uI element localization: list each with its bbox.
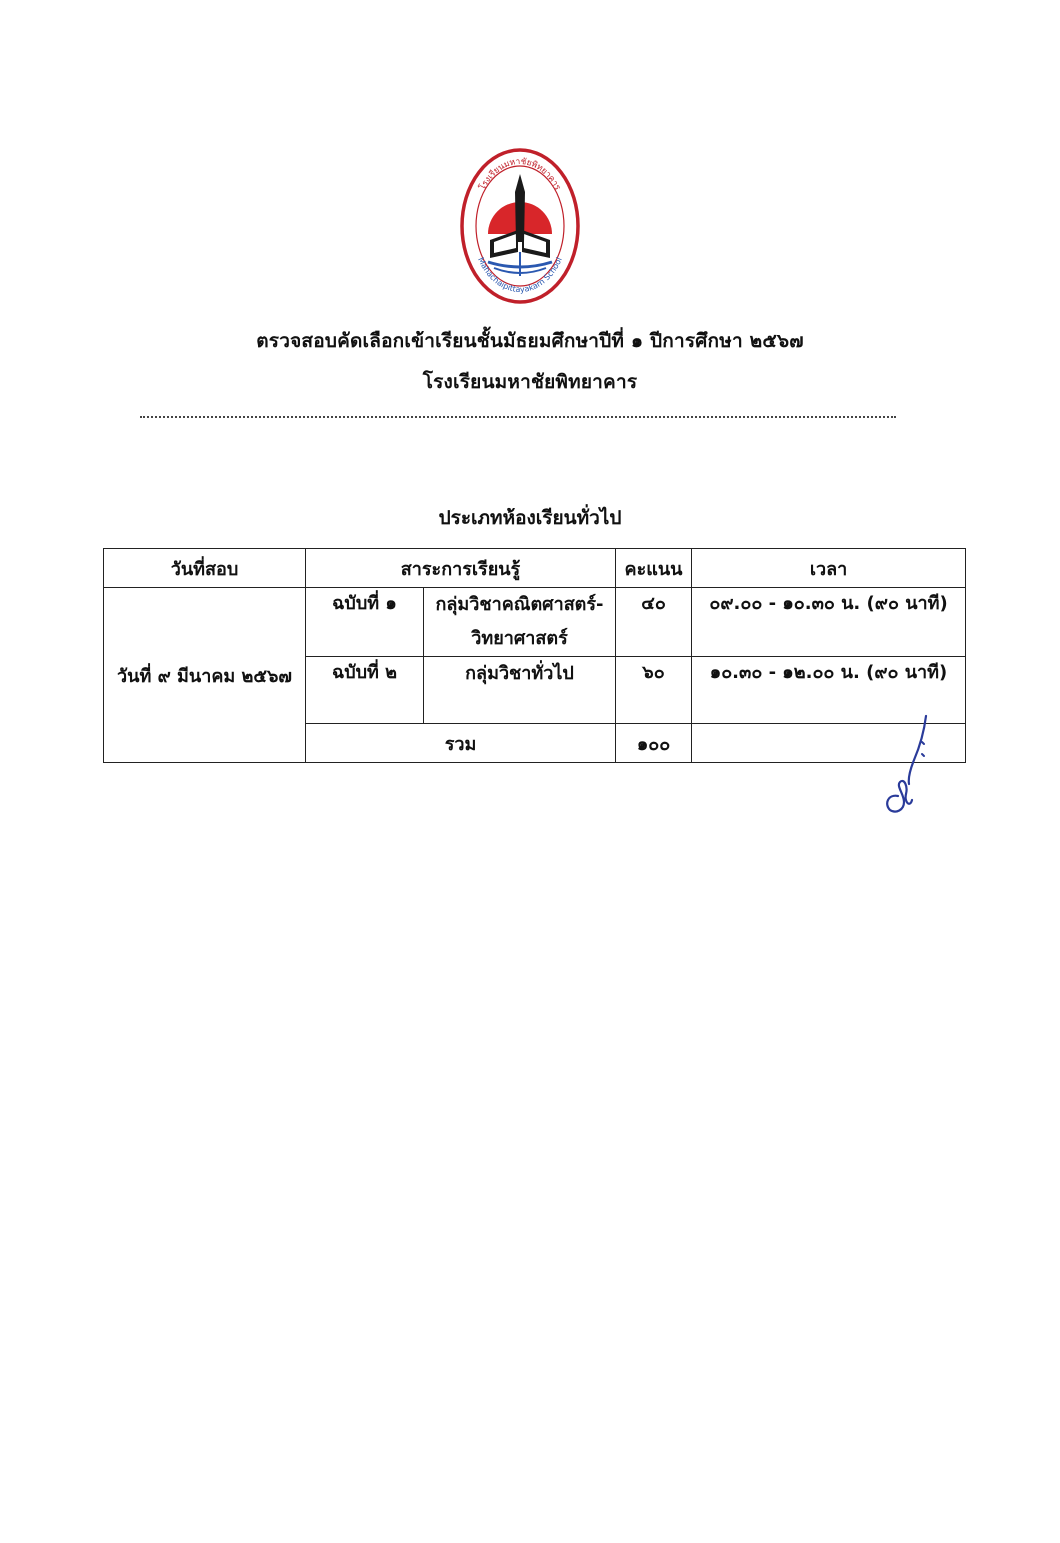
logo-ring-text-bottom: Mahachaipittayakarn School <box>476 255 564 295</box>
paper-number: ฉบับที่ ๑ <box>306 588 424 657</box>
subject-group-line2: วิทยาศาสตร์ <box>471 628 568 649</box>
subject-group-line1: กลุ่มวิชาทั่วไป <box>465 663 574 684</box>
subject-group <box>424 657 616 724</box>
table-header-row <box>104 549 966 588</box>
total-label: รวม <box>306 724 616 763</box>
section-title: ประเภทห้องเรียนทั่วไป <box>438 507 622 529</box>
dotted-divider <box>140 416 896 418</box>
header-time: เวลา <box>692 549 966 588</box>
subject-group-line1: กลุ่มวิชาคณิตศาสตร์- <box>435 594 604 615</box>
score-cell: ๔๐ <box>616 588 692 657</box>
exam-date-cell: วันที่ ๙ มีนาคม ๒๕๖๗ <box>104 588 306 763</box>
header-subject: สาระการเรียนรู้ <box>306 549 616 588</box>
time-cell: ๑๐.๓๐ - ๑๒.๐๐ น. (๙๐ นาที) <box>692 657 966 724</box>
document-title: ตรวจสอบคัดเลือกเข้าเรียนชั้นมัธยมศึกษาปีที่ ๑ ปีการศึกษา ๒๕๖๗ <box>256 330 804 352</box>
paper-number: ฉบับที่ ๒ <box>306 657 424 724</box>
table-row <box>104 588 966 657</box>
total-score: ๑๐๐ <box>616 724 692 763</box>
header-exam-date: วันที่สอบ <box>104 549 306 588</box>
school-logo <box>458 146 582 306</box>
time-cell: ๐๙.๐๐ - ๑๐.๓๐ น. (๙๐ นาที) <box>692 588 966 657</box>
subject-group <box>424 588 616 657</box>
exam-schedule-table <box>103 548 966 763</box>
logo-ring-text-top: โรงเรียนมหาชัยพิทยาคาร <box>477 156 563 192</box>
signature <box>878 712 938 822</box>
score-cell: ๖๐ <box>616 657 692 724</box>
header-score: คะแนน <box>616 549 692 588</box>
school-name: โรงเรียนมหาชัยพิทยาคาร <box>422 371 638 393</box>
